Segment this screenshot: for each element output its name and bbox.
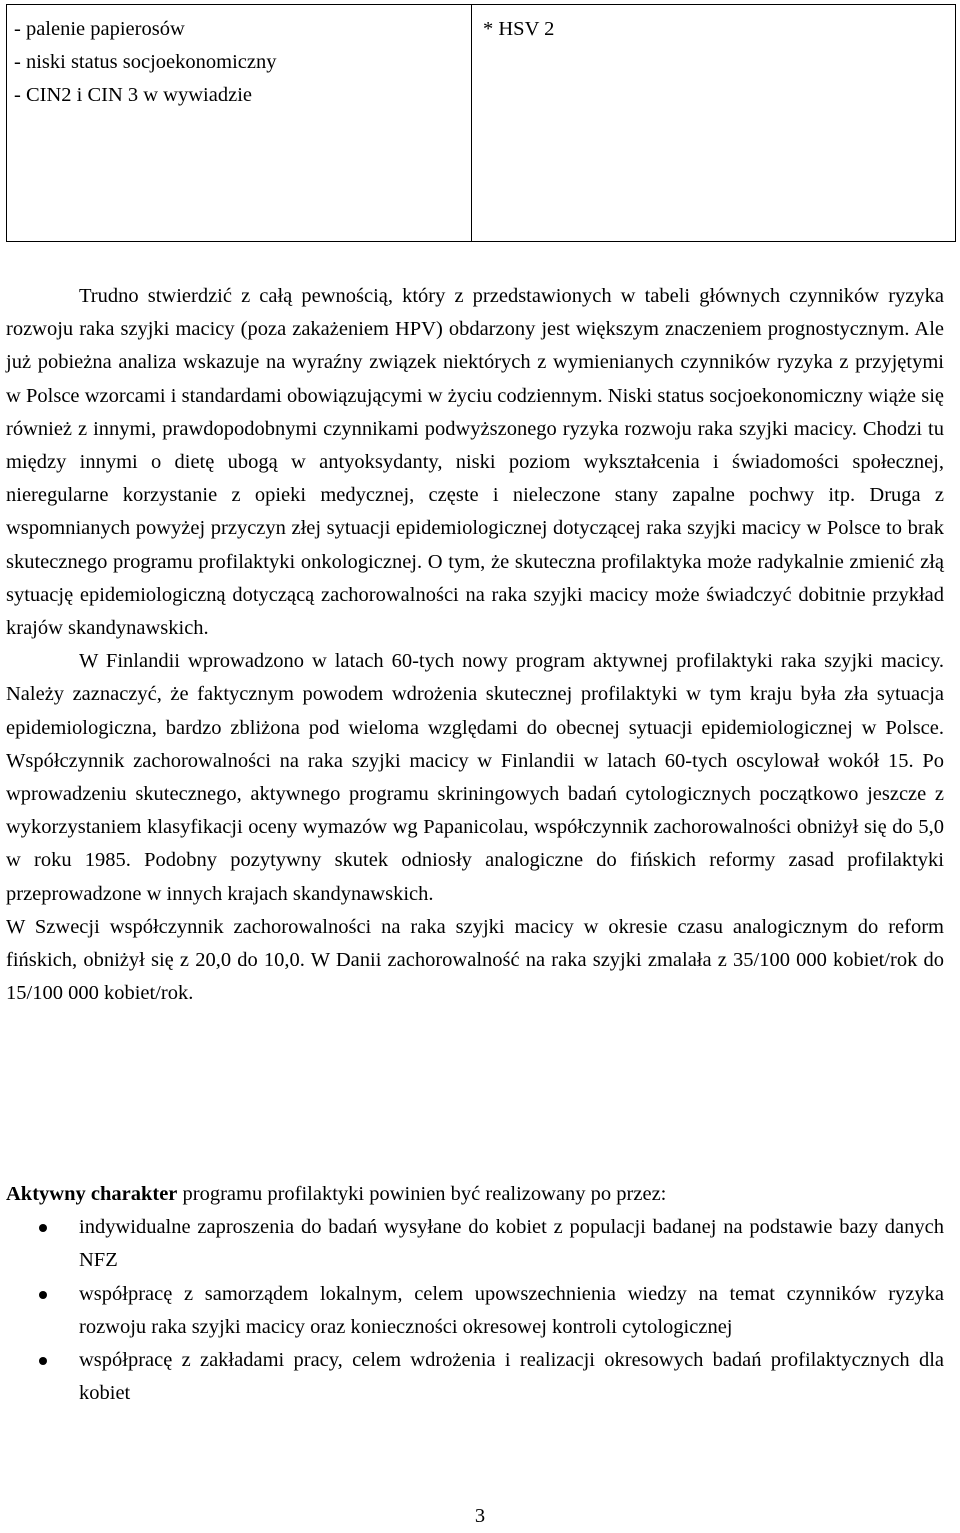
risk-factor-item: - niski status socjoekonomiczny [14, 51, 277, 73]
bullet-icon [39, 1357, 47, 1365]
active-program-section [6, 1178, 944, 1410]
body-text [6, 280, 944, 1010]
list-item-text: współpracę z samorządem lokalnym, celem upowszechnienia wiedzy na temat czynników ryzyka rozwoju raka szyjki macicy oraz konieczności okresowej kontroli cytologicznej [79, 1282, 944, 1338]
risk-factor-item: - palenie papierosów [14, 18, 185, 40]
bullet-icon [39, 1224, 47, 1232]
section-heading-rest: programu profilaktyki powinien być realizowany po przez: [177, 1183, 667, 1205]
list-item-text: indywidualne zaproszenia do badań wysyłane do kobiet z populacji badanej na podstawie bazy danych NFZ [79, 1216, 944, 1272]
page-number: 3 [474, 1505, 486, 1527]
table-cell-left [7, 5, 472, 241]
section-heading [6, 1178, 944, 1211]
list-item-text: współpracę z zakładami pracy, celem wdrożenia i realizacji okresowych badań profilaktycznych dla kobiet [79, 1349, 944, 1405]
list-item [6, 1344, 944, 1410]
risk-factor-item: * HSV 2 [483, 18, 555, 40]
paragraph: W Szwecji współczynnik zachorowalności na raka szyjki macicy w okresie czasu analogicznym do reform fińskich, obniżył się z 20,0 do 10,0. W Danii zachorowalność na raka szyjki zmalała z 35/100 000 kobiet/rok do 15/100 000 kobiet/rok. [6, 915, 944, 1005]
bullet-list [6, 1211, 944, 1410]
paragraph: Trudno stwierdzić z całą pewnością, który z przedstawionych w tabeli głównych czynników ryzyka rozwoju raka szyjki macicy (poza zakażeniem HPV) obdarzony jest większym znaczeniem prognostycznym. Ale już pobieżna analiza wskazuje na wyraźny związek niektórych z wymienianych czynników ryzyka z przyjętymi w Polsce wzorcami i standardami obowiązującymi w życiu codziennym. Niski status socjoekonomiczny wiąże się również z innymi, prawdopodobnymi czynnikami podwyższonego ryzyka rozwoju raka szyjki macicy. Chodzi tu między innymi o dietę ubogą w antyoksydanty, niski poziom wykształcenia i świadomości społecznej, nieregularne korzystanie z opieki medycznej, częste i nieleczone stany zapalne pochwy itp. Druga z wspomnianych powyżej przyczyn złej sytuacji epidemiologicznej dotyczącej raka szyjki macicy w Polsce to brak skutecznego programu profilaktyki onkologicznej. O tym, że skuteczna profilaktyka może radykalnie zmienić złą sytuację epidemiologiczną dotyczącą zachorowalności na raka szyjki macicy może świadczyć dobitnie przykład krajów skandynawskich. [6, 285, 944, 640]
section-heading-bold: Aktywny charakter [6, 1183, 178, 1205]
list-item [6, 1278, 944, 1344]
table-cell-right [472, 5, 955, 241]
list-item [6, 1211, 944, 1277]
risk-factors-table [6, 4, 956, 242]
paragraph: W Finlandii wprowadzono w latach 60-tych nowy program aktywnej profilaktyki raka szyjki macicy. Należy zaznaczyć, że faktycznym powodem wdrożenia skutecznej profilaktyki w tym kraju była zła sytuacja epidemiologiczna, bardzo zbliżona pod wieloma względami do obecnej sytuacji epidemiologicznej w Polsce. Współczynnik zachorowalności na raka szyjki macicy w Finlandii w latach 60-tych oscylował wokół 15. Po wprowadzeniu skutecznego, aktywnego programu skriningowych badań cytologicznych początkowo jeszcze z wykorzystaniem klasyfikacji oceny wymazów wg Papanicolau, współczynnik zachorowalności obniżył się do 5,0 w roku 1985. Podobny pozytywny skutek odniosły analogiczne do fińskich reformy zasad profilaktyki przeprowadzone w innych krajach skandynawskich. [6, 650, 944, 905]
bullet-icon [39, 1291, 47, 1299]
risk-factor-item: - CIN2 i CIN 3 w wywiadzie [14, 84, 252, 106]
